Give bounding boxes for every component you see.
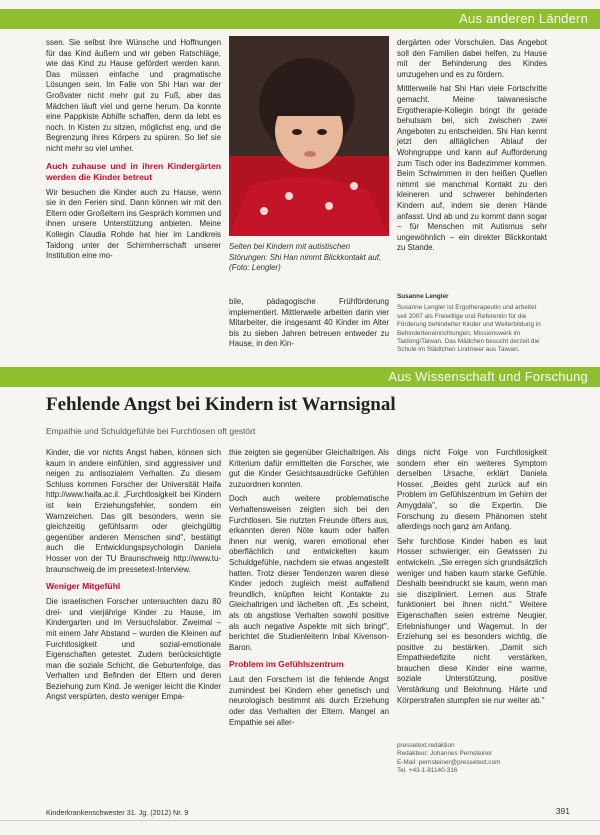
paragraph: bile, pädagogische Frühförderung implementiert. Mittlerweile arbeiten darin vier Mitarbeiter, die insgesamt 40 Kinder im Alter bis zu sieben Jahren betreuen entweder zu Hause, in den Kin- (229, 297, 389, 349)
upper-column-1 (46, 38, 221, 266)
paragraph: Doch auch weitere problematische Verhaltensweisen zeigten sich bei den Furchtlosen. Sie nutzten Freunde öfters aus, erkannten deren Nöte kaum oder halfen ihnen nur wenig, waren emotional eher oberflächlich und entwickelten kaum Schuldgefühle, nachdem sie etwas angestellt hatten. Trotz dieser Tendenzen waren diese Kinder jedoch zugleich meist auffallend freundlich, knüpften leicht Kontakte zu Gleichaltrigen und lächelten oft. „Es scheint, als ob angstlose Verhalten sowohl positive als auch negative Aspekte mit sich bringt", berichtet die Studienleiterin Inbal Kivenson-Baron. (229, 494, 389, 652)
author-credit (397, 293, 547, 355)
photo-caption: Selten bei Kindern mit autistischen Störungen: Shi Han nimmt Blickkontakt auf. (Foto: Lengler) (229, 242, 382, 272)
article-column-1 (46, 448, 221, 707)
paragraph: Mittlerweile hat Shi Han viele Fortschritte gemacht. Meine taiwanesische Ergotherapie-Kollegin bringt ihr gerade behutsam bei, sich zwischen zwei Angeboten zu entscheiden. Shi Han kennt jetzt den alltäglichen Ablauf der Wohngruppe und kann auf Aufforderung zum Tisch oder ins Badezimmer kommen. Beim Schwimmen in den heißen Quellen nimmt sie manchmal Kontakt zu den kleineren und schwerer behinderten Kindern auf, indem sie deren Hände anfasst. Und ab und zu kommt dann sogar – für Menschen mit Autismus sehr ungewöhnlich – ein direkter Blickkontakt zu Stande. (397, 84, 547, 253)
child-photo-illustration (229, 36, 389, 236)
paragraph: dings nicht Folge von Furchtlosigkeit sondern eher ein weiteres Symptom derselben Ursache, erklärt Daniela Hosser. „Beides geht zurück auf ein Problem im Gefühlszentrum im Gehirn der Amygdala", so die Expertin. Die Forschung zu diesem Phänomen steht allerdings noch ganz am Anfang. (397, 448, 547, 532)
section-heading: Auch zuhause und in ihren Kindergärten werden die Kinder betreut (46, 160, 221, 182)
paragraph: ssen. Sie selbst ihre Wünsche und Hoffnungen für das Kind äußern und wir geben Ratschläge, wie das Kind zu Hause gefördert werden kann. Das müssen einfache und pragmatische Lösungen sein. Im Falle von Shi Han war der Großvater nicht mehr gut zu Fuß, aber das Mädchen läuft viel und gerne herum. Da konnte eine Pappkiste Abhilfe schaffen, denn da lebt es noch. In Kisten zu sitzen, möglichst eng, und die Begrenzung ihres Körpers zu spüren. So lief sie nicht mehr so viel umher. (46, 38, 221, 153)
section-title-middle: Aus Wissenschaft und Forschung (388, 369, 588, 384)
paragraph: Wir besuchen die Kinder auch zu Hause, wenn sie in den Ferien sind. Dann können wir mit den Eltern oder Großeltern ins Gespräch kommen und ihnen unsere Unterstützung anbieten. Meine Kollegin Claudia Rohde hat hier im Landkreis Taidong unter der Schirmherrschaft unserer Institution eine mo- (46, 187, 221, 261)
paragraph: thie zeigten sie gegenüber Gleichaltrigen. Als Kriterium dafür ermittelten die Forscher, wie gut die Kinder Gesichtsausdrücke Gefühlen zuzuordnen konnten. (229, 448, 389, 489)
upper-column-3 (397, 38, 547, 258)
author-name: Susanne Lengler (397, 293, 449, 300)
paragraph: dergärten oder Vorschulen. Das Angebot soll den Familien dabei helfen, zu Hause mit der Behinderung des Kindes umzugehen und es zu fördern. (397, 38, 547, 79)
press-contact: pressetext.redaktion Redakteur: Johannes Pernsteiner E-Mail: pernsteiner@pressetext.com Tel. +43-1-81140-316 (397, 742, 501, 775)
paragraph: Die israelischen Forscher untersuchten dazu 80 drei- und vierjährige Kinder zu Hause, im Kindergarten und im Versuchslabor. Zweimal – mit einem Jahr Abstand – wurden die Kleinen auf Furchtlosigkeit und sozial-emotionale Eigenschaften getestet. Zudem berücksichtigte man die soziale Schicht, die Geburtenfolge, das Verhalten und Befinden der Eltern und deren Beziehung zum Kind. Je weniger leicht die Kinder Angst verspürten, desto weniger Empa- (46, 597, 221, 702)
section-title-top: Aus anderen Ländern (459, 11, 588, 26)
footer-divider (0, 820, 600, 821)
upper-column-2 (229, 297, 389, 354)
page-number: 391 (555, 806, 570, 816)
article-column-2 (229, 448, 389, 732)
paragraph: Laut den Forschern ist die fehlende Angst zumindest bei Kindern eher genetisch und neurologisch bestimmt als durch Erziehung oder das Verhalten der Eltern. Mangel an Empathie sei aller- (229, 675, 389, 727)
section-banner-middle (0, 367, 600, 387)
author-bio: Susanne Lengler ist Ergotherapeutin und arbeitet seit 2007 als Freiwillige und Referentin für die Förderung behinderter Kinder und Weiterbildung in Behinderteneinrichtungen, Missionswerk im Taidong/Taiwan. Das Mädchen besucht derzeit die Schule im Städtchen Lindmeer aus Taiwan. (397, 304, 541, 354)
section-heading: Problem im Gefühlszentrum (229, 659, 344, 670)
article-column-3 (397, 448, 547, 710)
journal-footer: Kinderkrankenschwester 31. Jg. (2012) Nr. 9 (46, 808, 189, 817)
photo-shi-han (229, 36, 389, 236)
section-heading: Weniger Mitgefühl (46, 581, 121, 592)
article-title: Fehlende Angst bei Kindern ist Warnsignal (46, 394, 396, 415)
paragraph: Sehr furchtlose Kinder haben es laut Hosser schwieriger, ein Gewissen zu entwickeln. „Sie erregen sich grundsätzlich weniger und haben kaum starke Gefühle. Deshalb beeindruckt sie kaum, wenn man sie diszipliniert. Lernen aus Strafe funktioniert bei ihnen nicht." Weitere Eigenschaften seien extreme Neugier, Erlebnishunger und Wagemut. In der Erziehung sei es besonders wichtig, die positive zu bestärken. „Damit sich Empathiedefizite nicht verstärken, brauchen diese Kinder eine warme, soziale Unterstützung, positive Verstärkung und Belohnung. Härte und Körperstrafen stumpfen sie nur weiter ab." (397, 536, 547, 705)
section-banner-top (0, 9, 600, 29)
paragraph: Kinder, die vor nichts Angst haben, können sich kaum in andere einfühlen, sind aggressiver und neigen zu antisozialem Verhalten. Zu diesem Schluss kommen Forscher der Universität Haifa http://www.haifa.ac.il. „Furchtlosigkeit bei Kindern ist kein Erziehungsfehler, sondern ein Warnzeichen. Das gilt besonders, wenn sie gleichzeitig gefühlsarm oder gleichgültig gegenüber anderen Menschen sind", bestätigt auch die Entwicklungspsychologin Daniela Hosser von der TU Braunschweig http://www.tu-braunschweig.de im pressetext-Interview. (46, 448, 221, 574)
article-subtitle: Empathie und Schuldgefühle bei Furchtlosen oft gestört (46, 426, 256, 436)
